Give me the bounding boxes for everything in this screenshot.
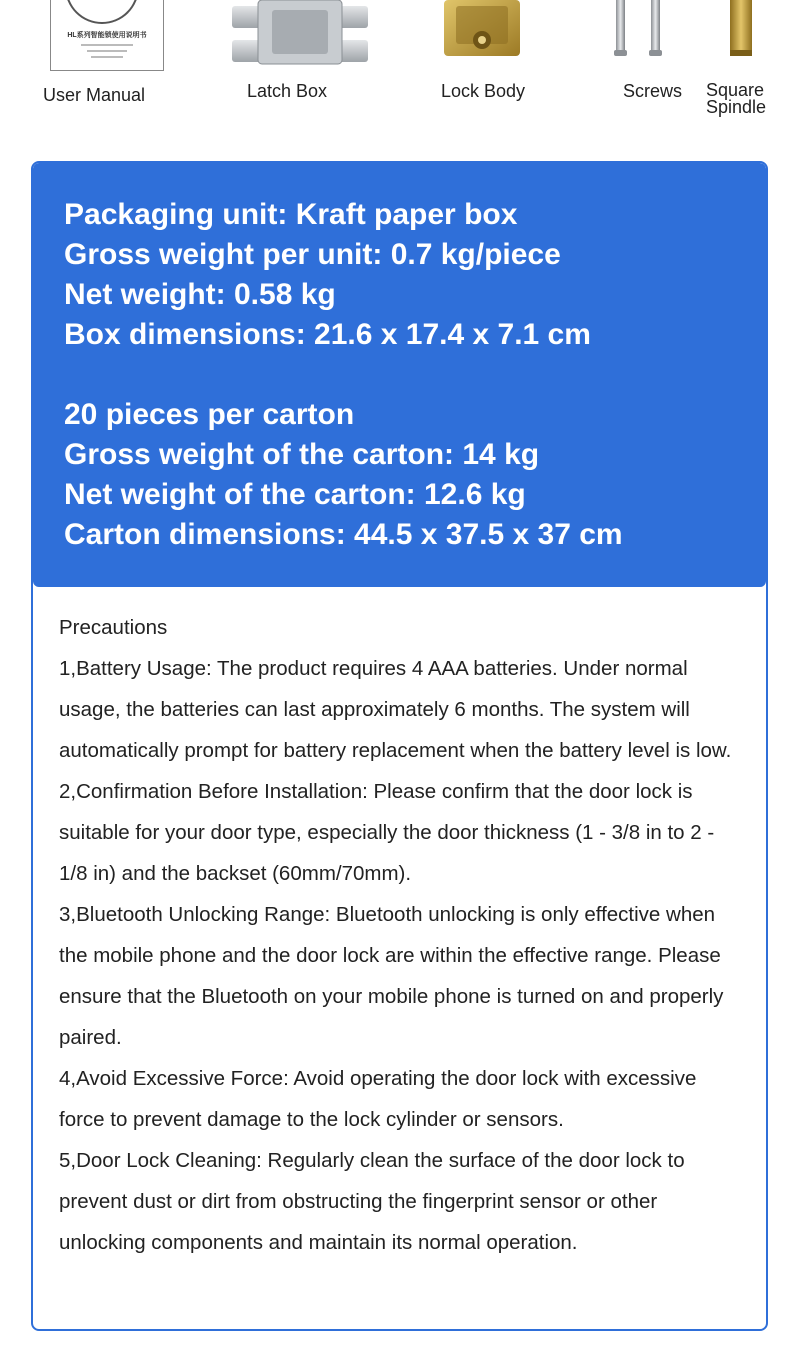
screws-image [610,0,670,58]
lock-body-image [442,0,522,58]
latch-box-image [230,0,370,66]
precaution-item: 3,Bluetooth Unlocking Range: Bluetooth unlocking is only effective when the mobile phone and the door lock are within the effective range. Please ensure that the Bluetooth on your mobile phone is turned on and properly paired. [59,903,724,1049]
carton-dimensions: Carton dimensions: 44.5 x 37.5 x 37 cm [64,518,623,551]
precaution-item: 4,Avoid Excessive Force: Avoid operating the door lock with excessive force to prevent damage to the lock cylinder or sensors. [59,1067,697,1131]
screws-label: Screws [623,81,683,101]
net-weight-unit: Net weight: 0.58 kg [64,278,336,311]
precaution-item: 1,Battery Usage: The product requires 4 AAA batteries. Under normal usage, the batteries can last approximately 6 months. The system will automatically prompt for battery replacement when the battery level is low. [59,657,732,762]
lock-body-label: Lock Body [441,81,526,101]
packaging-unit: Packaging unit: Kraft paper box [64,198,518,231]
packaging-spec-panel [33,163,766,587]
manual-cover-title: HL系列智能锁使用说明书 [67,32,147,39]
precautions-heading: Precautions [59,616,168,639]
accessory-list [0,0,800,130]
manual-cover-text-line [87,50,127,52]
precautions-section [59,607,739,1263]
gross-weight-unit: Gross weight per unit: 0.7 kg/piece [64,238,561,271]
precaution-item: 2,Confirmation Before Installation: Please confirm that the door lock is suitable for your door type, especially the door thickness (1 - 3/8 in to 2 - 1/8 in) and the backset (60mm/70mm). [59,780,715,885]
carton-gross-weight: Gross weight of the carton: 14 kg [64,438,540,471]
square-spindle-label: Square Spindle [706,80,767,117]
user-manual-label: User Manual [43,85,146,105]
manual-cover-text-line [91,56,123,58]
manual-cover-graphic [65,0,139,24]
pieces-per-carton: 20 pieces per carton [64,398,355,431]
precaution-item: 5,Door Lock Cleaning: Regularly clean the surface of the door lock to prevent dust or dirt from obstructing the fingerprint sensor or other unlocking components and maintain its normal operation. [59,1149,685,1254]
square-spindle-image [724,0,758,60]
carton-net-weight: Net weight of the carton: 12.6 kg [64,478,526,511]
user-manual-image [50,0,164,71]
latch-box-label: Latch Box [247,81,328,101]
manual-cover-text-line [81,44,133,46]
packaging-spec-card [31,161,768,1331]
box-dimensions: Box dimensions: 21.6 x 17.4 x 7.1 cm [64,318,591,351]
